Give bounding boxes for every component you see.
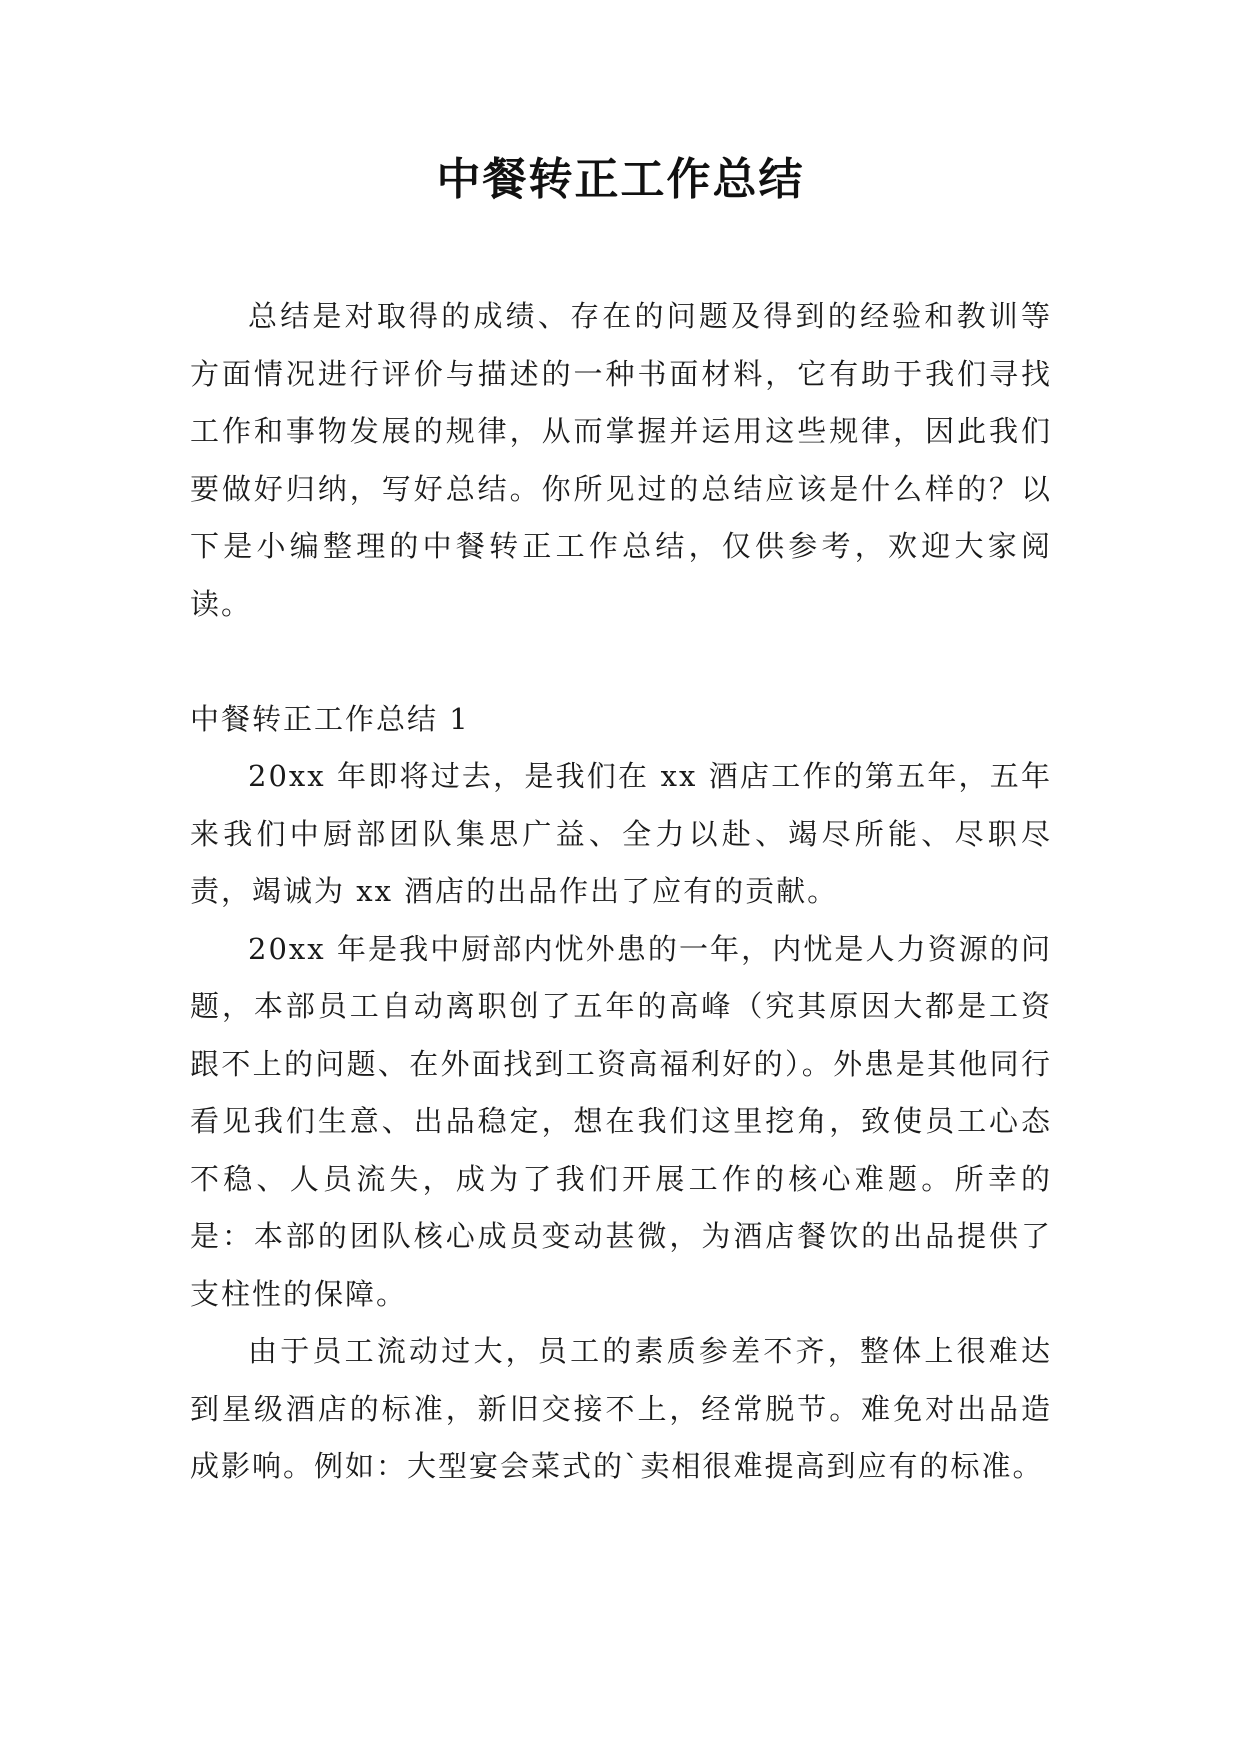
body-paragraph-2: 20xx 年是我中厨部内忧外患的一年，内忧是人力资源的问题，本部员工自动离职创了五年的高峰（究其原因大都是工资跟不上的问题、在外面找到工资高福利好的）。外患是其他同行看见我们生意、出品稳定，想在我们这里挖角，致使员工心态不稳、人员流失，成为了我们开展工作的核心难题。所幸的是：本部的团队核心成员变动甚微，为酒店餐饮的出品提供了支柱性的保障。 (190, 931, 1052, 1311)
body-paragraph-3: 由于员工流动过大，员工的素质参差不齐，整体上很难达到星级酒店的标准，新旧交接不上，经常脱节。难免对出品造成影响。例如：大型宴会菜式的`卖相很难提高到应有的标准。 (190, 1334, 1052, 1483)
section-heading: 中餐转正工作总结 1 (190, 701, 470, 736)
intro-paragraph: 总结是对取得的成绩、存在的问题及得到的经验和教训等方面情况进行评价与描述的一种书面材料，它有助于我们寻找工作和事物发展的规律，从而掌握并运用这些规律，因此我们要做好归纳，写好总结。你所见过的总结应该是什么样的？以下是小编整理的中餐转正工作总结，仅供参考，欢迎大家阅读。 (190, 299, 1052, 621)
document-title: 中餐转正工作总结 (436, 154, 805, 205)
document-body (190, 288, 1052, 1496)
body-paragraph-1: 20xx 年即将过去，是我们在 xx 酒店工作的第五年，五年来我们中厨部团队集思广益、全力以赴、竭尽所能、尽职尽责，竭诚为 xx 酒店的出品作出了应有的贡献。 (190, 759, 1052, 908)
